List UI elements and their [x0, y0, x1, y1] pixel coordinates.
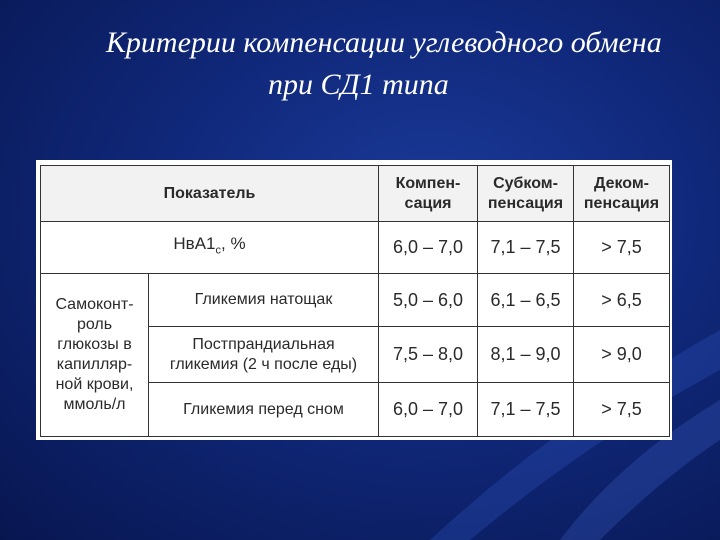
row-subcompensation: 8,1 – 9,0 — [478, 327, 574, 383]
table-header-row — [41, 166, 670, 222]
self-control-label: Самоконт-роль глюкозы в капилляр-ной крови, ммоль/л — [41, 274, 149, 437]
row-decompensation: > 9,0 — [574, 327, 670, 383]
slide-title-line2: при СД1 типа — [268, 68, 449, 101]
hba1c-compensation: 6,0 – 7,0 — [379, 222, 478, 274]
row-label: Постпрандиальная гликемия (2 ч после еды) — [149, 327, 379, 383]
row-compensation: 6,0 – 7,0 — [379, 383, 478, 437]
header-decompensation: Деком-пенсация — [574, 166, 670, 222]
row-compensation: 5,0 – 6,0 — [379, 274, 478, 327]
header-subcompensation: Субком-пенсация — [478, 166, 574, 222]
header-compensation: Компен-сация — [379, 166, 478, 222]
row-subcompensation: 7,1 – 7,5 — [478, 383, 574, 437]
row-decompensation: > 6,5 — [574, 274, 670, 327]
criteria-table-container — [36, 160, 672, 440]
hba1c-label-unit: , % — [221, 234, 246, 254]
hba1c-decompensation: > 7,5 — [574, 222, 670, 274]
row-compensation: 7,5 – 8,0 — [379, 327, 478, 383]
row-label: Гликемия перед сном — [149, 383, 379, 437]
row-decompensation: > 7,5 — [574, 383, 670, 437]
slide-title-line1: Критерии компенсации углеводного обмена — [106, 26, 662, 59]
hba1c-subcompensation: 7,1 – 7,5 — [478, 222, 574, 274]
row-subcompensation: 6,1 – 6,5 — [478, 274, 574, 327]
row-label: Гликемия натощак — [149, 274, 379, 327]
hba1c-label-main: НвА1 — [173, 234, 216, 254]
table-row — [41, 274, 670, 327]
hba1c-label-sub: c — [215, 244, 222, 257]
header-indicator: Показатель — [41, 166, 379, 222]
criteria-table — [40, 165, 670, 437]
slide-title — [0, 22, 720, 106]
table-row-hba1c — [41, 222, 670, 274]
hba1c-label — [41, 222, 379, 274]
